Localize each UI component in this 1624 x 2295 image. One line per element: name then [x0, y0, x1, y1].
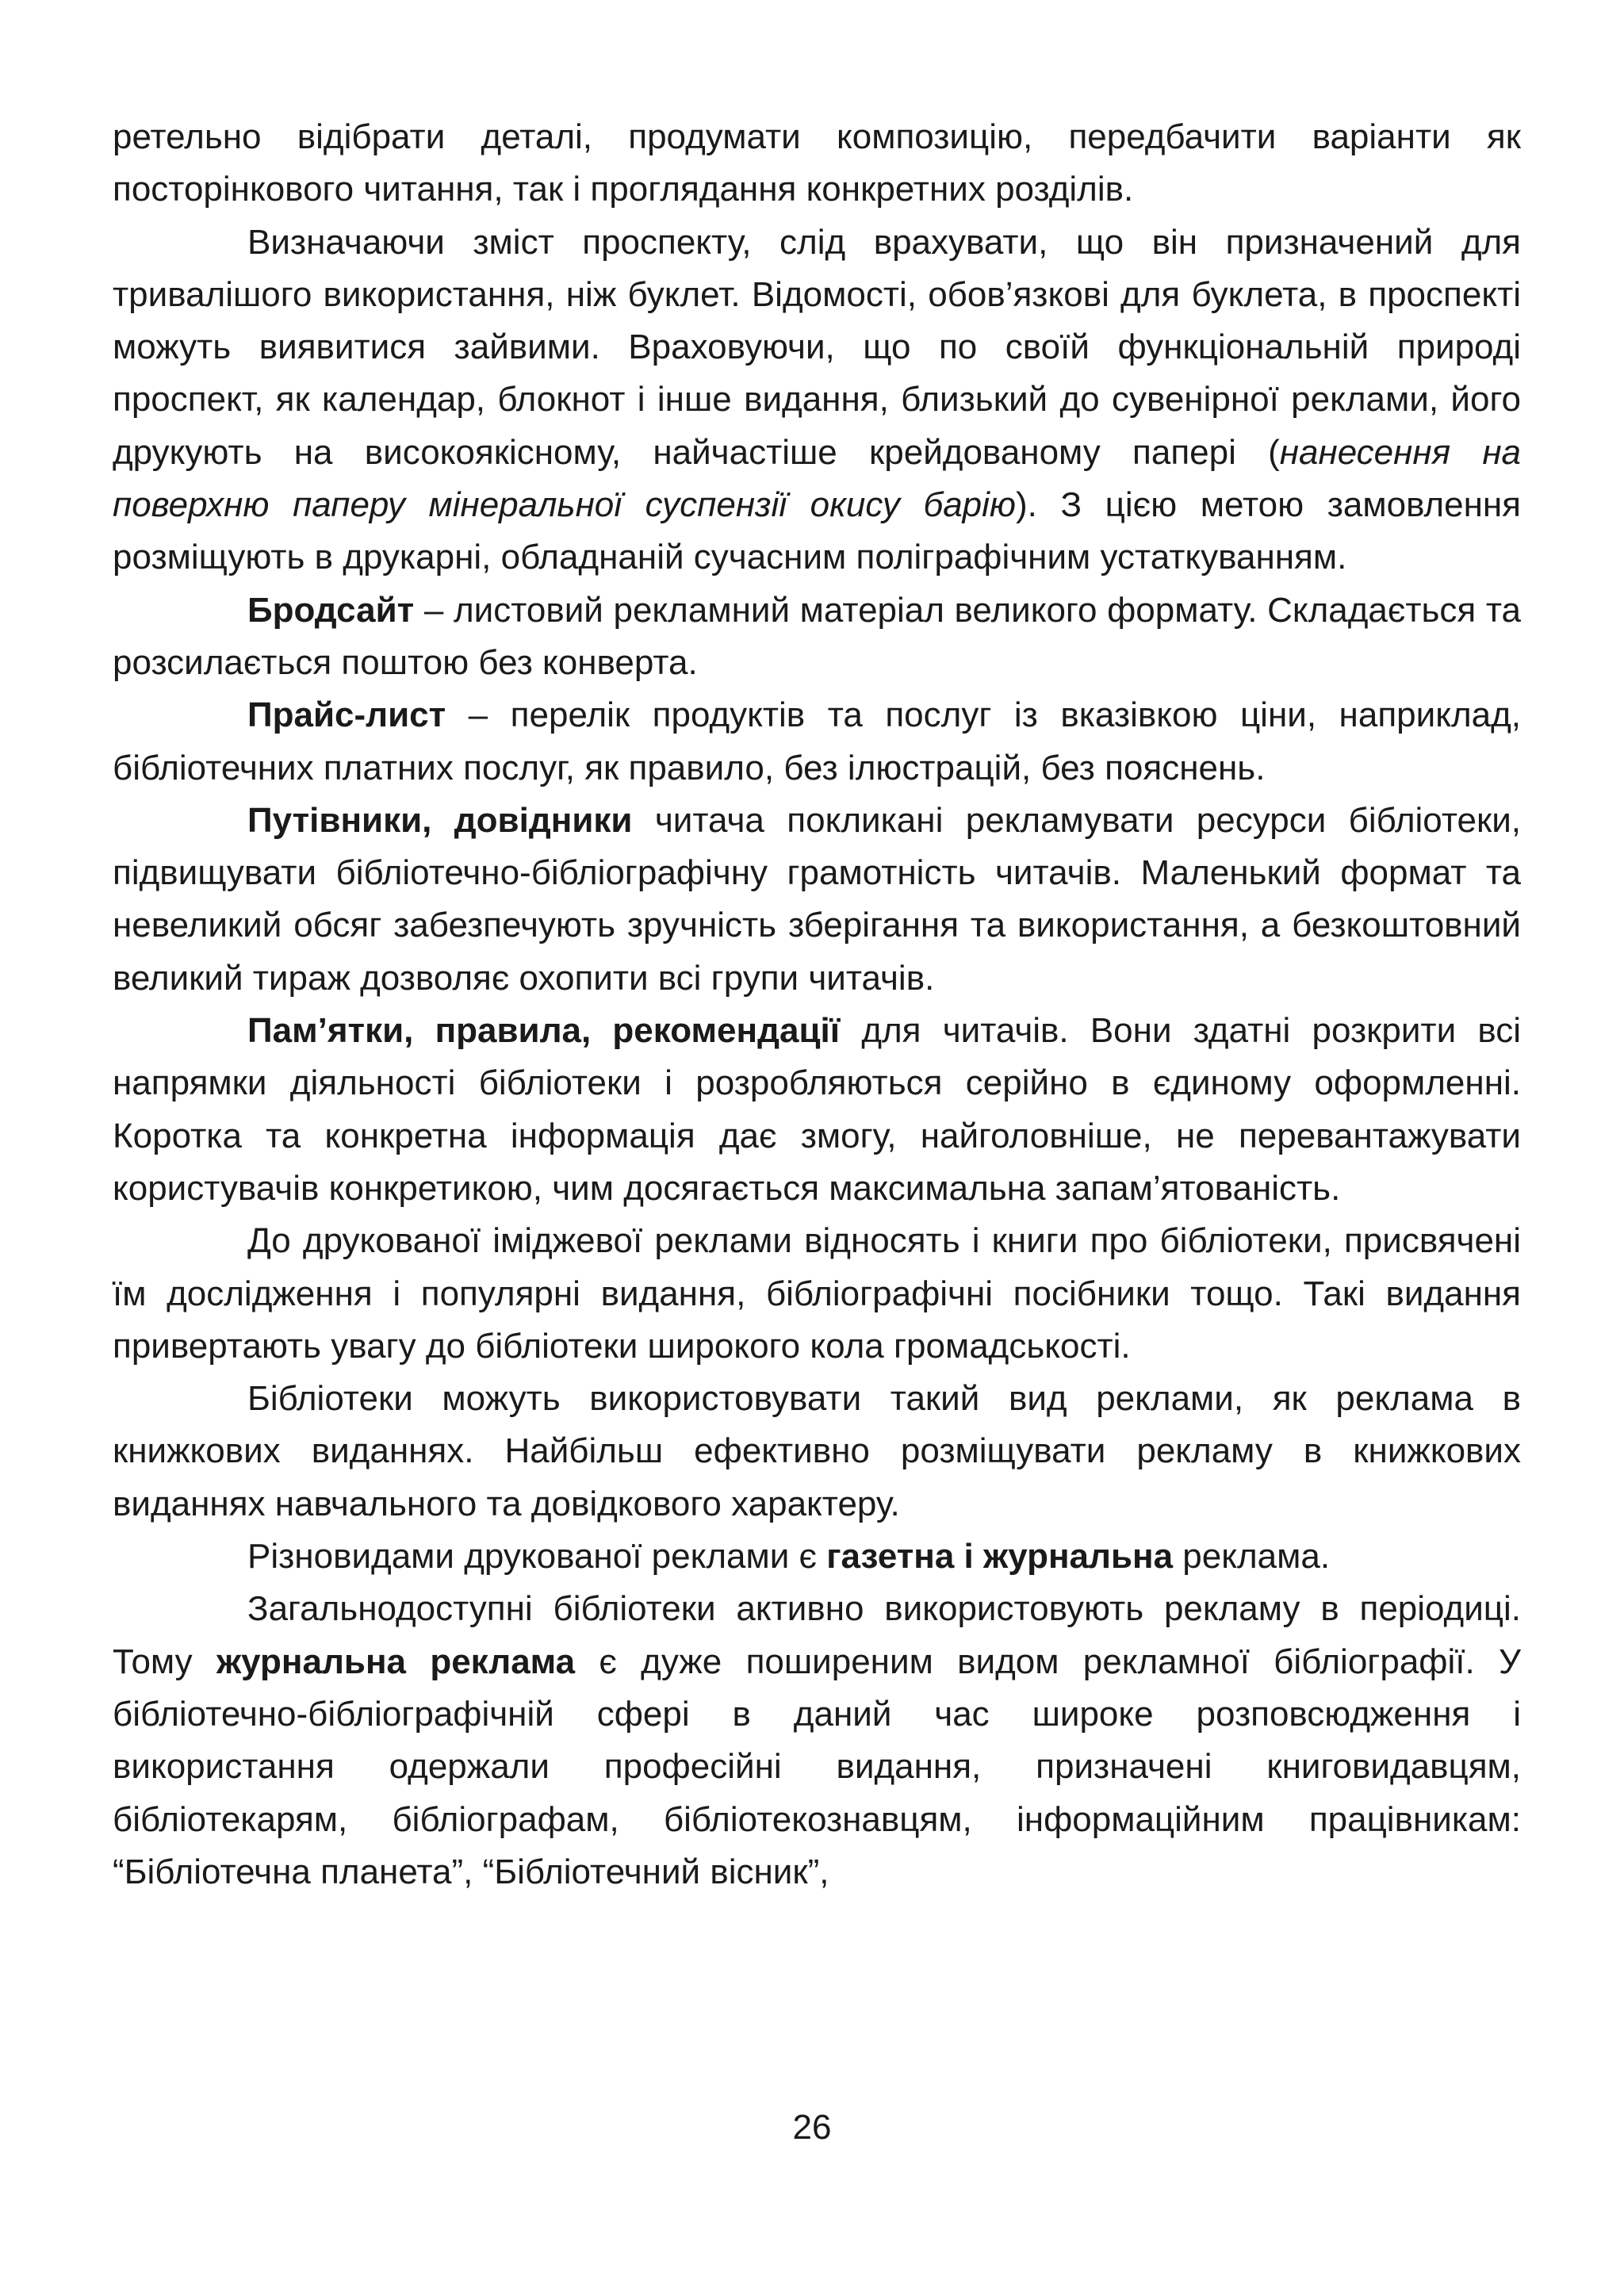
paragraph: [113, 1005, 1521, 1215]
text-run: ). З цією метою замовлення розміщують в друкарні, обладнаній сучасним поліграфічним устаткуванням.: [113, 485, 1522, 577]
text-run: – перелік продуктів та послуг із вказівкою ціни, наприклад, бібліотечних платних послуг, як правило, без ілюстрацій, без пояснень.: [113, 695, 1521, 787]
bold-term: журнальна реклама: [216, 1642, 576, 1681]
text-run: для читачів. Вони здатні розкрити всі напрямки діяльності бібліотеки і розробляються серійно в єдиному оформленні. Коротка та конкретна інформація дає змогу, найголовніше, не перевантажувати користувачів конкретикою, чим досягається максимальна запам’ятованість.: [113, 1011, 1521, 1208]
text-run: Загальнодоступні бібліотеки активно використовують рекламу в періодиці. Тому: [113, 1589, 1521, 1681]
italic-note: нанесення на поверхню паперу мінеральної суспензії окису барію: [113, 432, 1522, 525]
text-run: – листовий рекламний матеріал великого формату. Складається та розсилається поштою без конверта.: [113, 590, 1521, 682]
paragraph: [113, 1373, 1521, 1531]
text-run: читача покликані рекламувати ресурси бібліотеки, підвищувати бібліотечно-бібліографічну грамотність читачів. Маленький формат та невеликий обсяг забезпечують зручність зберігання та використання, а безкоштовний великий тираж дозволяє охопити всі групи читачів.: [113, 800, 1521, 998]
text-run: є дуже поширеним видом рекламної бібліографії. У бібліотечно-бібліографічній сфері в даний час широке розповсюдження і використання одержали професійні видання, призначені книговидавцям, бібліотекарям, бібліографам, бібліотекознавцям, інформаційним працівникам: “Бібліотечна планета”, “Бібліотечний вісник”,: [113, 1642, 1521, 1891]
paragraph: [113, 1215, 1521, 1373]
bold-term: газетна і журнальна: [826, 1537, 1174, 1577]
text-run: Бібліотеки можуть використовувати такий вид реклами, як реклама в книжкових виданнях. Найбільш ефективно розміщувати рекламу в книжкових виданнях навчального та довідкового характеру.: [113, 1379, 1521, 1523]
paragraph: [113, 216, 1521, 584]
page-number: 26: [792, 2108, 832, 2147]
paragraph: [113, 795, 1521, 1005]
text-run: Різновидами друкованої реклами є: [247, 1537, 827, 1577]
paragraph: [113, 1583, 1521, 1898]
text-run: ретельно відібрати деталі, продумати композицію, передбачити варіанти як посторінкового читання, так і проглядання конкретних розділів.: [113, 117, 1521, 209]
paragraph: [113, 111, 1521, 216]
document-body: [113, 111, 1521, 1898]
paragraph: [113, 1531, 1521, 1583]
text-run: реклама.: [1173, 1537, 1331, 1577]
bold-term: Прайс-лист: [247, 695, 446, 735]
bold-term: Бродсайт: [247, 590, 415, 630]
bold-term: Пам’ятки, правила, рекомендації: [247, 1011, 841, 1051]
bold-term: Путівники, довідники: [247, 800, 633, 840]
paragraph: [113, 689, 1521, 795]
text-run: Визначаючи зміст проспекту, слід врахувати, що він призначений для тривалішого використання, ніж буклет. Відомості, обов’язкові для буклета, в проспекті можуть виявитися зайвими. Враховуючи, що по своїй функціональній природі проспект, як календар, блокнот і інше видання, близький до сувенірної реклами, його друкують на високоякісному, найчастіше крейдованому папері (: [113, 222, 1521, 472]
paragraph: [113, 584, 1521, 690]
text-run: До друкованої іміджевої реклами відносять і книги про бібліотеки, присвячені їм дослідження і популярні видання, бібліографічні посібники тощо. Такі видання привертають увагу до бібліотеки широкого кола громадськості.: [113, 1221, 1521, 1366]
